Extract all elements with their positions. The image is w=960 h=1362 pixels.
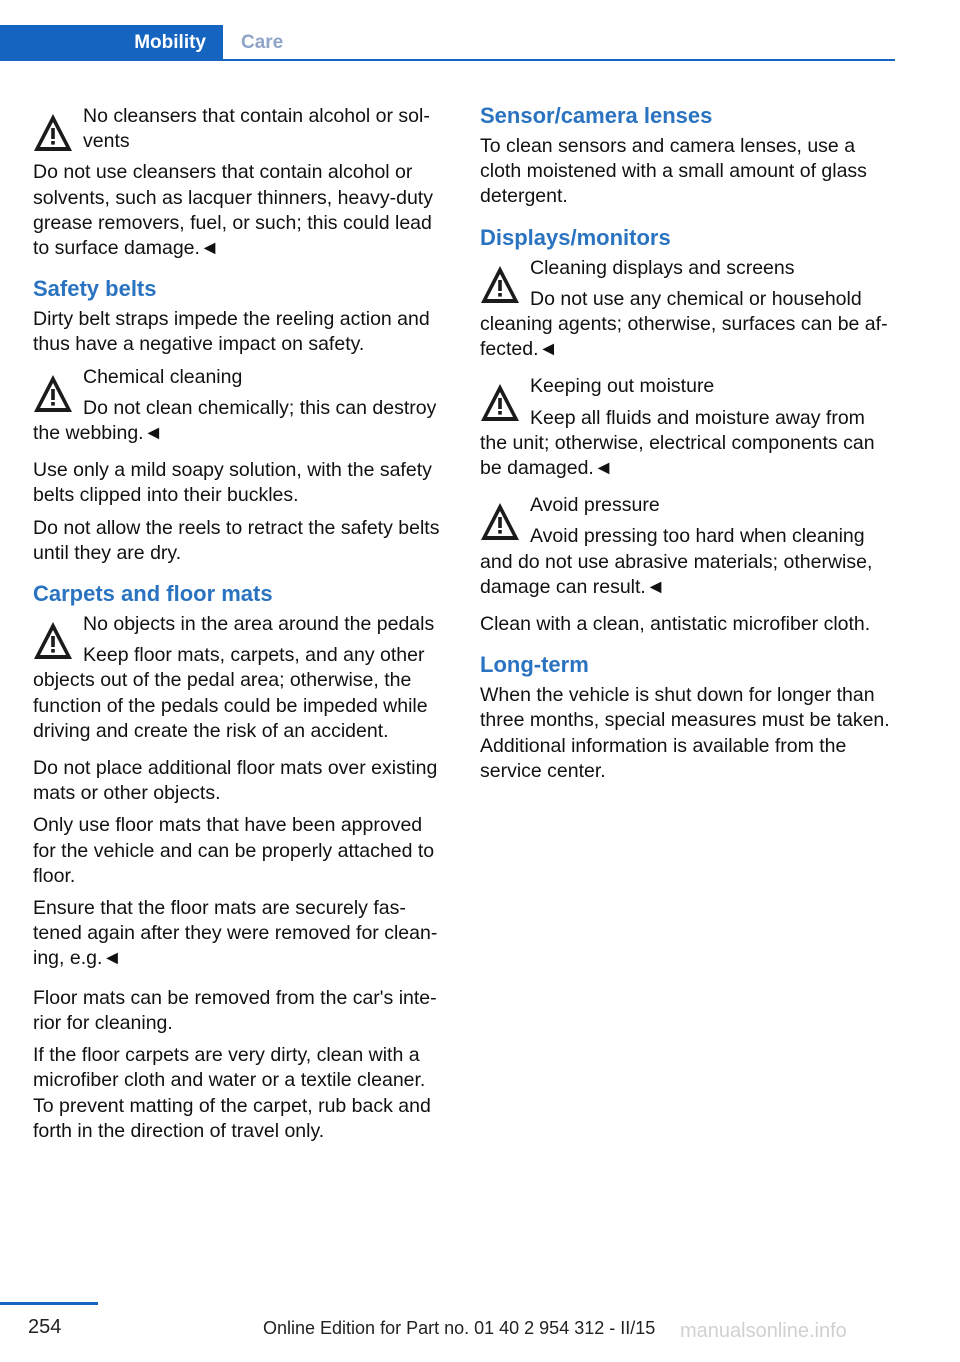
warning-triangle-icon [480,383,520,423]
paragraph: Ensure that the floor mats are securely fas‐ tened again after they were removed for clean‐ ing, e.g.◄ [33,897,438,970]
warning-no-cleansers [33,104,447,261]
warning-title: Avoid pressure [530,494,660,517]
warning-triangle-icon [33,621,73,661]
warning-triangle-icon [33,113,73,153]
header-tabs [0,25,895,61]
paragraph: Clean with a clean, antistatic microfiber cloth. [480,613,871,636]
warning-title: No cleansers that contain alcohol or sol‐ vents [83,105,430,153]
warning-title: No objects in the area around the pedals [83,613,435,636]
heading-displays: Displays/monitors [480,224,671,250]
warning-pedals [33,612,447,744]
edition-note: Online Edition for Part no. 01 40 2 954 312 - II/15 [263,1318,656,1338]
warning-pressure [480,493,896,600]
tab-care-label: Care [241,32,284,53]
warning-text: Do not use any chemical or household cleaning agents; otherwise, surfaces can be af‐ fected.◄ [480,287,888,361]
heading-carpets: Carpets and floor mats [33,581,273,607]
warning-title: Chemical cleaning [83,365,243,388]
paragraph: Do not place additional floor mats over existing mats or other objects. [33,757,438,805]
paragraph: When the vehicle is shut down for longer than three months, special measures must be taken. Additional information is available from the service center. [480,684,890,782]
tab-mobility-label: Mobility [134,32,206,53]
paragraph: Only use floor mats that have been approved for the vehicle and can be properly attached to floor. [33,814,435,887]
warning-moisture [480,374,896,481]
heading-sensor-lenses: Sensor/camera lenses [480,103,713,128]
paragraph: Use only a mild soapy solution, with the safety belts clipped into their buckles. [33,459,432,507]
watermark: manualsonline.info [680,1320,847,1342]
header-rule [0,59,895,61]
heading-safety-belts: Safety belts [33,276,157,302]
warning-triangle-icon [480,265,520,305]
paragraph: Do not allow the reels to retract the safety belts until they are dry. [33,516,440,564]
right-column [480,100,896,791]
warning-triangle-icon [480,502,520,542]
warning-text: Keep floor mats, carpets, and any other objects out of the pedal area; otherwise, the function of the pedals could be impeded while driving and create the risk of an accident. [33,644,428,742]
paragraph: Dirty belt straps impede the reeling action and thus have a negative impact on safety. [33,308,430,356]
tab-care[interactable] [223,25,283,61]
warning-chemical-cleaning [33,365,447,447]
warning-cleaning-displays [480,256,896,363]
page-number: 254 [28,1316,62,1338]
left-column [33,100,447,1151]
warning-title: Cleaning displays and screens [530,256,795,279]
warning-text: Do not clean chemically; this can destroy the webbing.◄ [33,396,437,445]
warning-title: Keeping out moisture [530,375,715,398]
warning-text: Avoid pressing too hard when cleaning and do not use abrasive materials; otherwise, damage can result.◄ [480,525,873,598]
paragraph: Floor mats can be removed from the car's inte‐ rior for cleaning. [33,986,437,1034]
page-number-rule [0,1302,98,1305]
warning-text: Do not use cleansers that contain alcohol or solvents, such as lacquer thinners, heavy-duty grease removers, fuel, or such; this could lead to surface damage.◄ [33,161,433,260]
paragraph: If the floor carpets are very dirty, clean with a microfiber cloth and water or a textile cleaner. To prevent matting of the carpet, rub back and forth in the direction of travel only. [33,1044,431,1142]
tab-mobility[interactable] [0,25,223,61]
warning-triangle-icon [33,374,73,414]
paragraph: To clean sensors and camera lenses, use a cloth moistened with a small amount of glass detergent. [480,135,867,208]
heading-long-term: Long-term [480,652,589,678]
warning-text: Keep all fluids and moisture away from the unit; otherwise, electrical components can be damaged.◄ [480,406,875,480]
